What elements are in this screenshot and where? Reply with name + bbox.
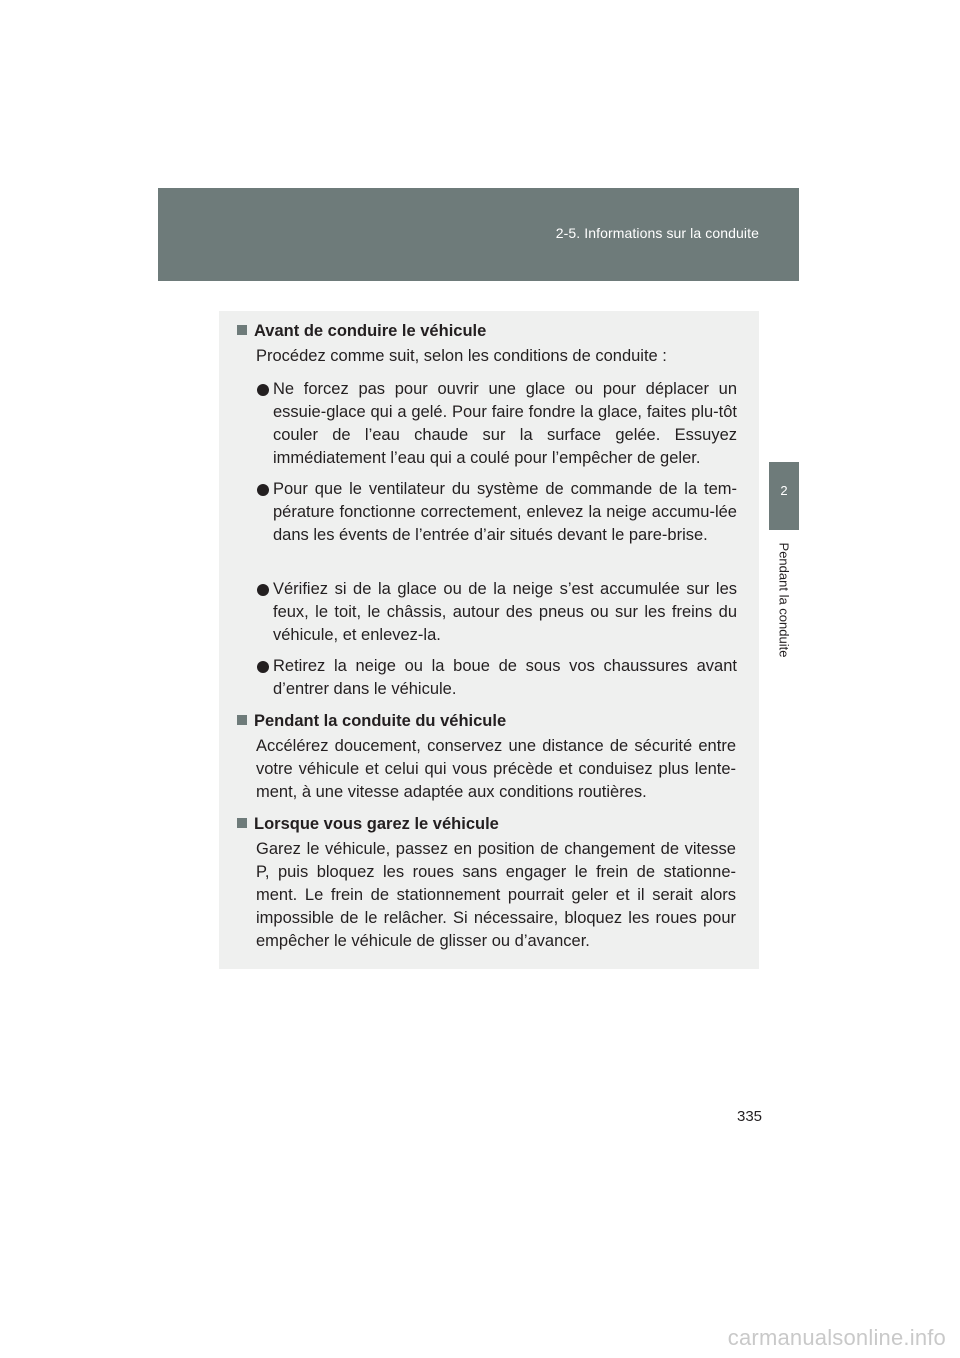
content-box [219, 311, 759, 969]
section-title-parking [237, 815, 499, 834]
section-title-text: Lorsque vous garez le véhicule [254, 815, 499, 833]
square-icon [237, 715, 247, 725]
square-icon [237, 818, 247, 828]
list-item-text: Ne forcez pas pour ouvrir une glace ou pour déplacer un essuie-glace qui a gelé. Pour faire fondre la glace, faites plu-tôt couler de l’eau chaude sur la surface gelée. Essuyez immédiatement l’eau qui a coulé pour l’empêcher de geler. [273, 380, 737, 467]
chapter-tab-label: Pendant la conduite [776, 542, 792, 658]
header-section-title: 2-5. Informations sur la conduite [555, 225, 759, 241]
bullet-icon [257, 384, 269, 396]
section-title-while-driving [237, 712, 506, 731]
bullet-icon [257, 584, 269, 596]
section-title-before-driving [237, 322, 486, 341]
watermark: carmanualsonline.info [727, 1325, 946, 1350]
section-title-text: Avant de conduire le véhicule [254, 322, 487, 340]
section-body: Accélérez doucement, conservez une distance de sécurité entre votre véhicule et celui qui vous précède et conduisez plus lente-ment, à une vitesse adaptée aux conditions routières. [256, 737, 736, 801]
section-intro: Procédez comme suit, selon les conditions de conduite : [256, 347, 667, 365]
bullet-icon [257, 661, 269, 673]
list-item-text: Vérifiez si de la glace ou de la neige s’est accumulée sur les feux, le toit, le châssis, autour des pneus ou sur les freins du véhicule, et enlevez-la. [273, 580, 737, 644]
square-icon [237, 325, 247, 335]
list-item-text: Pour que le ventilateur du système de commande de la tem-pérature fonctionne correctement, enlevez la neige accumu-lée dans les évents de l’entrée d’air situés devant le pare-brise. [273, 480, 737, 544]
chapter-tab-number: 2 [780, 483, 788, 498]
list-item-text: Retirez la neige ou la boue de sous vos chaussures avant d’entrer dans le véhicule. [273, 657, 737, 698]
page-number: 335 [737, 1108, 763, 1125]
chapter-tab [769, 462, 799, 530]
section-title-text: Pendant la conduite du véhicule [254, 712, 507, 730]
bullet-icon [257, 484, 269, 496]
section-body: Garez le véhicule, passez en position de changement de vitesse P, puis bloquez les roues sans engager le frein de stationne-ment. Le frein de stationnement pourrait geler et il serait alors impossible de le relâcher. Si nécessaire, bloquez les roues pour empêcher le véhicule de glisser ou d’avancer. [256, 840, 736, 950]
header-band [158, 188, 799, 281]
